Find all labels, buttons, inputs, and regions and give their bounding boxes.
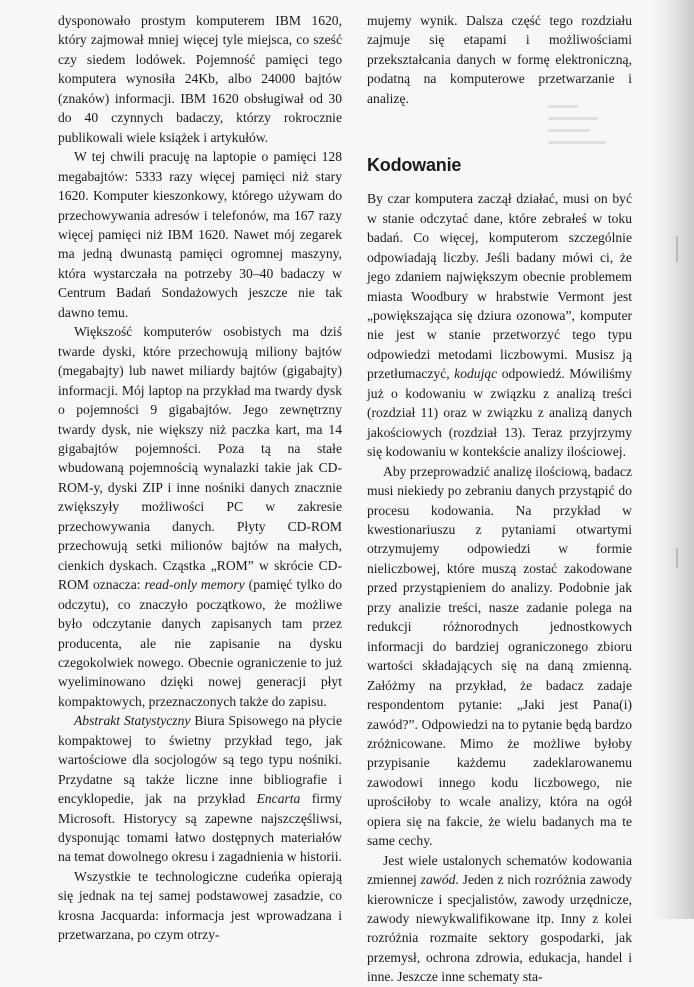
paragraph (58, 11, 342, 147)
italic-text: Encarta (256, 791, 301, 807)
right-intro (367, 11, 632, 108)
gutter-shadow (650, 0, 694, 919)
right-body (367, 189, 632, 987)
text-run: Biura Spisowego na płycie kompaktowej to świetny przykład tego, jak wartościowe dla socjologów są tego typu nośniki. Przydatne są także liczne inne bibliografie i encyklopedie, jak na przykład (58, 713, 342, 807)
text-run: dysponowało prostym komputerem IBM 1620, który zajmował mniej więcej tyle miejsca, co sześć czy siedem lodówek. Pojemność pamięci tego komputera wynosiła 24Kb, albo 24000 bajtów (znaków) informacji. IBM 1620 obsługiwał od 30 do 40 czynnych badaczy, którzy rokrocznie publikowali wiele książek i artykułów. (58, 13, 342, 145)
text-run: firmy Microsoft. Historycy są zapewne najszczęśliwsi, dysponując tomami łatwo dostępnych materiałów na temat dowolnego okresu i zagadnienia w historii. (58, 791, 342, 865)
text-run: mujemy wynik. Dalsza część tego rozdziału zajmuje się etapami i możliwościami przekształcania danych w formę elektroniczną, podatną na komputerowe przetwarzanie i analizę. (367, 13, 632, 106)
italic-text: Abstrakt Statystyczny (74, 713, 191, 729)
left-column (58, 11, 342, 945)
section-heading: Kodowanie (367, 155, 462, 176)
text-run: odpowiedź. Mówiliśmy już o kodowaniu w związku z analizą treści (rozdział 11) oraz w związku z analizą danych jakościowych (rozdział 13). Teraz przyjrzymy się kodowaniu w kontekście analizy ilościowej. (367, 366, 632, 460)
bleed-through-marks (548, 96, 618, 166)
text-run: (pamięć tylko do odczytu), co znaczyło początkowo, że możliwe było odczytanie danych zapisanych tam przez producenta, ale nie zapisanie na dysku czegokolwiek nowego. Obecnie ograniczenie to już wyeliminowano dzięki nowej generacji płyt kompaktowych, przeznaczonych także do zapisu. (58, 577, 343, 709)
page-edge-mark (676, 236, 678, 262)
paragraph (58, 147, 342, 322)
text-run: Aby przeprowadzić analizę ilościową, badacz musi niekiedy po zebraniu danych przystąpić do procesu kodowania. Na przykład w kwestionariuszu z pytaniami otwartymi otrzymujemy odpowiedzi w formie nieliczbowej, które muszą zostać zakodowane przed przystąpieniem do analizy. Podobnie jak przy analizie treści, nasze zadanie polega na redukcji różnorodnych jednostkowych informacji do bardziej ograniczonego zbioru wartości składających się na daną zmienną. Załóżmy na przykład, że badacz zadaje respondentom pytanie: „Jaki jest Pana(i) zawód?”. Odpowiedzi na to pytanie będą bardzo zróżnicowane. Mimo że możliwe byłoby przypisanie każdemu zadeklarowanemu zawodowi innego kodu liczbowego, nie uprościłoby to wcale analizy, która na ogół opiera się na fakcie, że wielu badanych ma te same cechy. (367, 463, 632, 849)
text-run: Większość komputerów osobistych ma dziś twarde dyski, które przechowują miliony bajtów (megabajty) lub nawet miliardy bajtów (gigabajty) informacji. Mój laptop na przykład ma twardy dysk o pojemności 9 gigabajtów. Jego zewnętrzny twardy dysk, nie większy niż paczka kart, ma 14 gigabajtów pojemności. Poza tą na stałe wbudowaną pojemnością wynalazki takie jak CD-ROM-y, dyski ZIP i inne nośniki danych znacznie zwiększyły możliwości PC w zakresie przechowywania danych. Płyty CD-ROM przechowują setki milionów bajtów na małych, cienkich dyskach. Cząstka „ROM” w skrócie CD-ROM oznacza: (58, 324, 342, 593)
paragraph (58, 867, 342, 945)
text-run: W tej chwili pracuję na laptopie o pamięci 128 megabajtów: 5333 razy więcej pamięci niż stary 1620. Komputer kieszonkowy, którego używam do przechowywania adresów i telefonów, ma 167 razy więcej pamięci niż IBM 1620. Nawet mój zegarek ma jedną dwunastą pamięci ogromnej maszyny, która wystarczała na potrzeby 30–40 badaczy w Centrum Badań Sondażowych jeszcze nie tak dawno temu. (58, 149, 342, 320)
text-run: Jest wiele ustalonych schematów kodowania zmiennej (367, 852, 632, 888)
paragraph (58, 711, 342, 867)
text-run: Wszystkie te technologiczne cudeńka opierają się jednak na tej samej podstawowej zasadzie, co krosna Jacquarda: informacja jest wprowadzana i przetwarzana, po czym otrzy- (58, 868, 342, 943)
paragraph (367, 462, 632, 851)
paragraph (367, 11, 632, 108)
italic-text: kodując (454, 366, 498, 382)
italic-text: read-only memory (144, 577, 245, 593)
page-edge-mark (676, 548, 678, 568)
paragraph (367, 189, 632, 461)
paragraph (58, 322, 342, 711)
italic-text: zawód (420, 872, 456, 888)
text-run: By czar komputera zaczął działać, musi on być w stanie odczytać dane, które zebrałeś w toku badań. Co więcej, komputerom szczególnie odpowiadają liczby. Jeśli badany mówi ci, że jego zdaniem największym obecnie problemem miasta Woodbury w hrabstwie Vermont jest „powiększająca się dziura ozonowa”, komputer nie jest w stanie przetworzyć tego typu odpowiedzi metodami liczbowymi. Musisz ją przetłumaczyć, (367, 191, 632, 382)
text-run: . Jeden z nich rozróżnia zawody kierownicze i specjalistów, zawody urzędnicze, zawody niewykwalifikowane itp. Inny z kolei rozróżnia rozmaite sektory gospodarki, jak przemysł, ochrona zdrowia, edukacja, handel i inne. Jeszcze inne schematy sta- (367, 872, 632, 985)
